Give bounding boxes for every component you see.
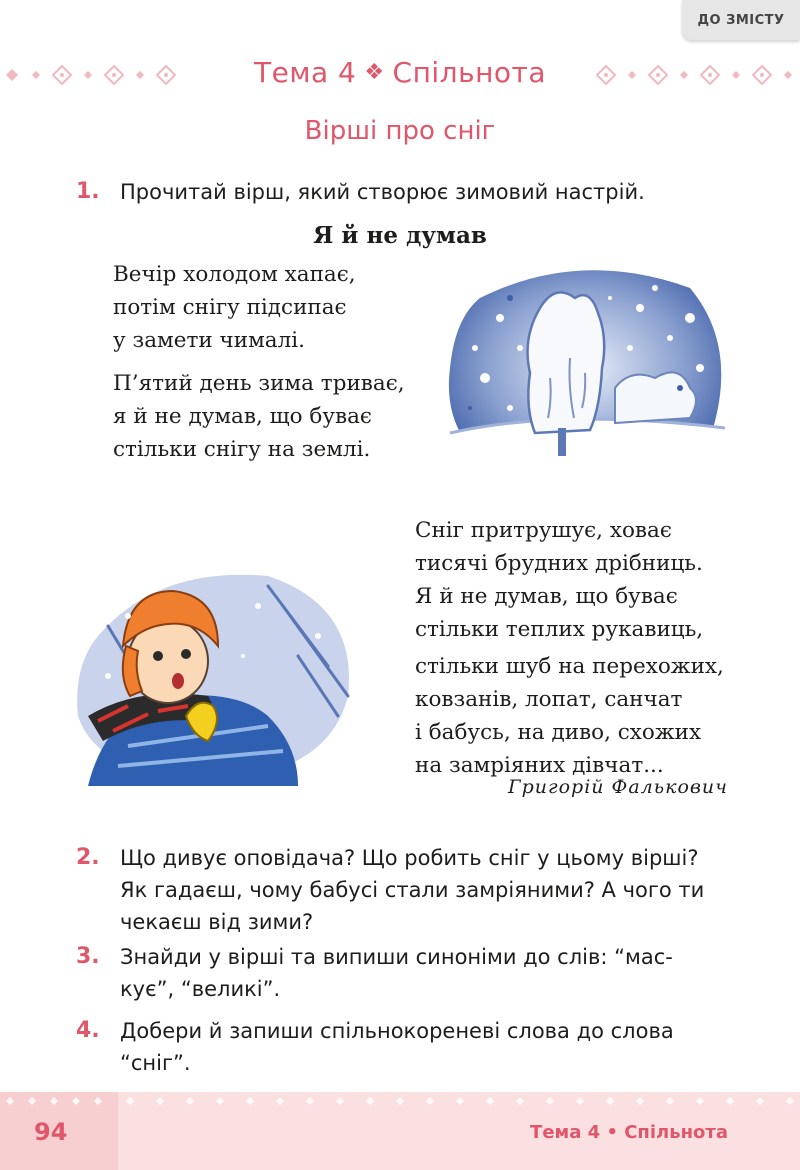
task-number: 4. [76, 1018, 100, 1043]
poem-stanza-1 [113, 258, 356, 357]
toc-button[interactable]: ДО ЗМІСТУ [682, 0, 800, 40]
poem-line: стільки снігу на землі. [113, 437, 371, 462]
task-number: 1. [76, 179, 100, 204]
poem-line: ковзанів, лопат, санчат [415, 687, 683, 712]
poem-line: Сніг притрушує, ховає [415, 518, 672, 543]
section-subtitle: Вірші про сніг [304, 116, 496, 146]
task-number: 3. [76, 944, 100, 969]
snowy-tree-illustration [440, 258, 730, 498]
poem-line: стільки теплих рукавиць, [415, 617, 704, 642]
poem-author: Григорій Фалькович [508, 776, 728, 798]
theme-title [0, 56, 800, 89]
poem-line: стільки шуб на перехожих, [415, 654, 724, 679]
page-number: 94 [34, 1118, 68, 1146]
poem-line: Я й не думав, що буває [415, 584, 678, 609]
theme-title-part2: Спільнота [392, 56, 546, 89]
poem-line: на замріяних дівчат... [415, 753, 664, 778]
poem-line: П’ятий день зима триває, [113, 371, 405, 396]
poem-line: потім снігу підсипає [113, 295, 347, 320]
poem-stanza-3 [415, 514, 703, 646]
task-text: Що дивує оповідача? Що робить сніг у цьому вірші? Як гадаєш, чому бабусі стали замріяними? А чого ти чекаєш від зими? [120, 846, 705, 934]
footer-ornament [0, 1092, 800, 1112]
poem-line: і бабусь, на диво, схожих [415, 720, 702, 745]
task-2 [76, 842, 766, 938]
poem-title: Я й не думав [313, 222, 487, 249]
boy-in-snowstorm-illustration [68, 546, 368, 786]
task-number: 2. [76, 845, 100, 870]
poem-line: Вечір холодом хапає, [113, 262, 356, 287]
task-3 [76, 941, 766, 1005]
poem-line: я й не думав, що буває [113, 404, 372, 429]
task-text: Прочитай вірш, який створює зимовий настрій. [120, 180, 645, 204]
poem-line: у замети чималі. [113, 328, 305, 353]
poem-stanza-2 [113, 367, 405, 466]
poem-line: тисячі брудних дрібниць. [415, 551, 703, 576]
footer-theme-label: Тема 4 • Спільнота [530, 1122, 728, 1143]
task-text: Добери й запиши спільнокореневі слова до слова “сніг”. [120, 1019, 674, 1075]
poem-stanza-4 [415, 650, 724, 782]
task-1 [76, 176, 736, 208]
theme-separator-icon: ❖ [364, 60, 385, 85]
theme-title-part1: Тема 4 [253, 56, 357, 89]
task-4 [76, 1015, 766, 1079]
task-text: Знайди у вірші та випиши синоніми до слів: “мас- кує”, “великі”. [120, 945, 673, 1001]
